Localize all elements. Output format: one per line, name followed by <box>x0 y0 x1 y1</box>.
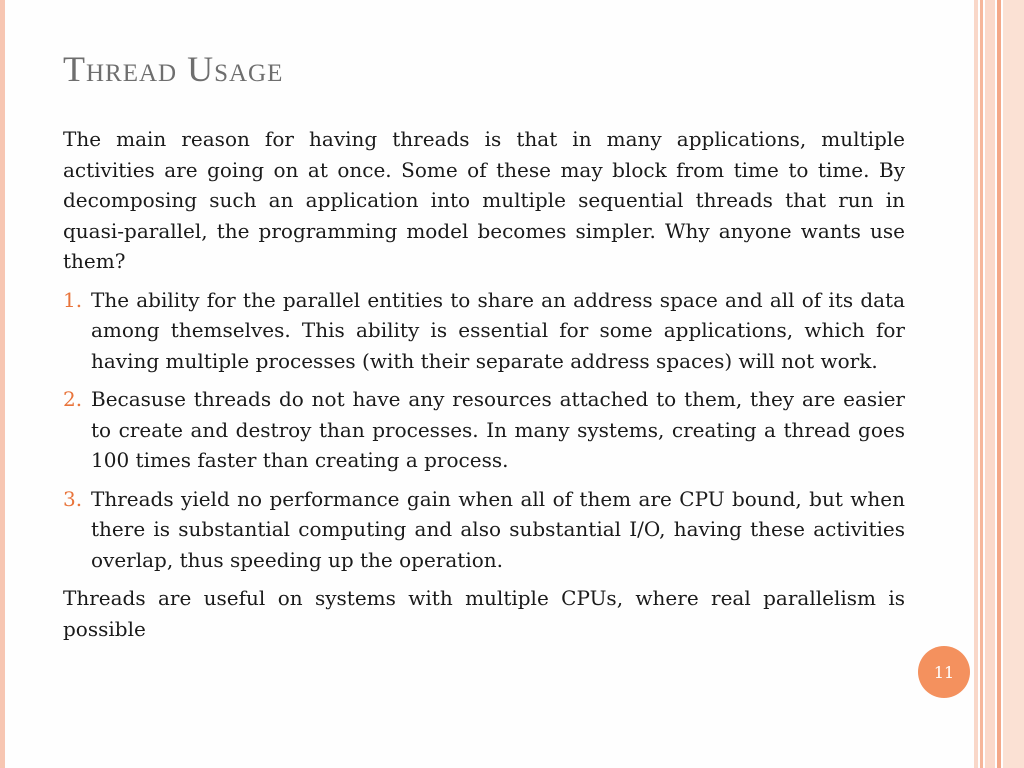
list-number: 2. <box>63 387 83 411</box>
list-item-text: Becasuse threads do not have any resources attached to them, they are easier to create and destroy than processes. In many systems, creating a thread goes 100 times faster than creating a process. <box>91 387 905 472</box>
border-stripe <box>985 0 995 768</box>
border-stripe <box>1003 0 1024 768</box>
border-stripe <box>974 0 978 768</box>
list-item-text: Threads yield no performance gain when all of them are CPU bound, but when there is substantial computing and also substantial I/O, having these activities overlap, thus speeding up the operation. <box>91 486 905 572</box>
slide-title: Thread Usage <box>63 49 284 89</box>
border-stripe <box>997 0 1001 768</box>
border-stripe <box>980 0 983 768</box>
list-number: 3. <box>63 486 83 511</box>
left-border <box>0 0 5 768</box>
intro-paragraph: The main reason for having threads is that in many applications, multiple activities are going on at once. Some of these may block from time to time. By decomposing such an application into multiple sequential threads that run in quasi-parallel, the programming model becomes simpler. Why anyone wants use them? <box>63 127 905 273</box>
numbered-list <box>63 285 905 576</box>
closing-paragraph: Threads are useful on systems with multiple CPUs, where real parallelism is possible <box>63 586 905 641</box>
slide-body <box>63 124 905 652</box>
list-item <box>63 285 905 377</box>
page-number-badge: 11 <box>918 646 970 698</box>
list-item-text: The ability for the parallel entities to share an address space and all of its data among themselves. This ability is essential for some applications, which for having multiple processes (with their separate address spaces) will not work. <box>91 287 905 373</box>
list-item <box>63 484 905 576</box>
right-border-stripes <box>974 0 1024 768</box>
list-number: 1. <box>63 287 83 312</box>
list-item <box>63 384 905 476</box>
